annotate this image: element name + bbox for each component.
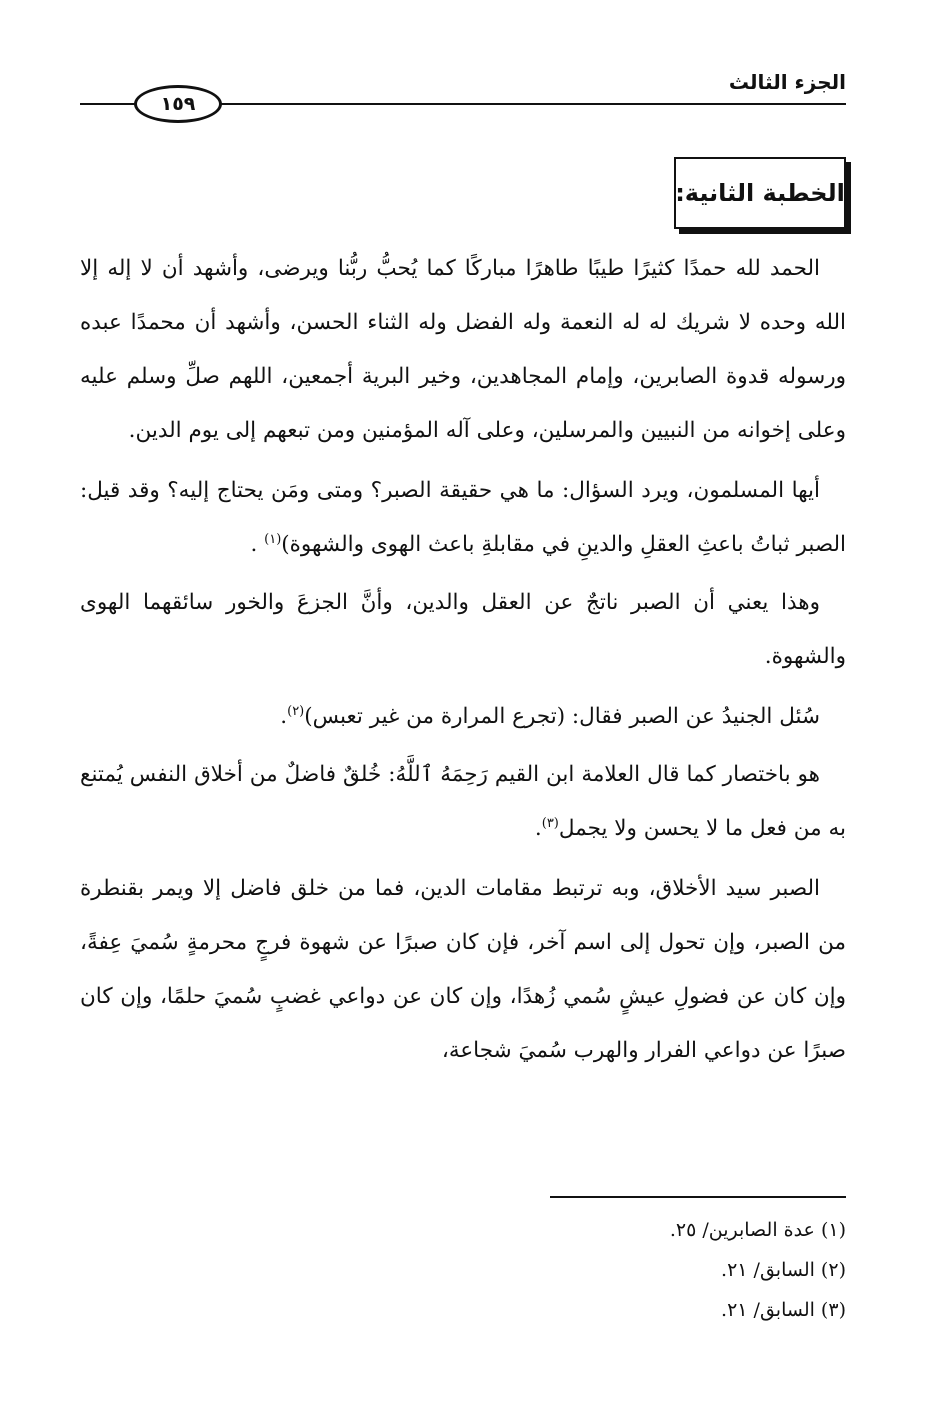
paragraph-ibn-qayyim-definition bbox=[80, 748, 846, 856]
paragraph-text-end: . bbox=[280, 704, 288, 729]
footnote-separator bbox=[550, 1196, 846, 1198]
page-number: ١٥٩ bbox=[134, 85, 222, 123]
footnote-item: (٢) السابق/ ٢١. bbox=[721, 1259, 846, 1281]
paragraph-opening-praise: الحمد لله حمدًا كثيرًا طيبًا طاهرًا مباركًا كما يُحبُّ ربُّنا ويرضى، وأشهد أن لا إله إلا الله وحده لا شريك له له النعمة وله الفضل وله الثناء الحسن، وأشهد أن محمدًا عبده ورسوله قدوة الصابرين، وإمام المجاهدين، وخير البرية أجمعين، اللهم صلِّ وسلم عليه وعلى إخوانه من النبيين والمرسلين، وعلى آله المؤمنين ومن تبعهم إلى يوم الدين. bbox=[80, 256, 846, 443]
paragraph-text: سُئل الجنيدُ عن الصبر فقال: (تجرع المرارة من غير تعبس) bbox=[304, 704, 820, 729]
paragraph-text: هو باختصار كما قال العلامة ابن القيم رَحِمَهُ ٱللَّهُ: خُلقٌ فاضلٌ من أخلاق النفس يُمتنع به من فعل ما لا يحسن ولا يجمل bbox=[80, 762, 846, 841]
footnotes bbox=[670, 1210, 846, 1330]
running-title: الجزء الثالث bbox=[728, 70, 846, 94]
paragraph-junayd-quote bbox=[80, 690, 846, 744]
paragraph-patience-virtues: الصبر سيد الأخلاق، وبه ترتبط مقامات الدين، فما من خلق فاضل إلا ويمر بقنطرة من الصبر، وإن تحول إلى اسم آخر، فإن كان صبرًا عن شهوة فرجٍ محرمةٍ سُميَ عِفةً، وإن كان عن فضولِ عيشٍ سُمي زُهدًا، وإن كان عن دواعي غضبٍ سُميَ حلمًا، وإن كان صبرًا عن دواعي الفرار والهرب سُميَ شجاعة، bbox=[80, 876, 846, 1063]
paragraph-text-end: . bbox=[534, 816, 542, 841]
footnote-item: (٣) السابق/ ٢١. bbox=[721, 1299, 846, 1321]
footnote-item: (١) عدة الصابرين/ ٢٥. bbox=[669, 1219, 846, 1241]
paragraph-text: أيها المسلمون، ويرد السؤال: ما هي حقيقة الصبر؟ ومتى ومَن يحتاج إليه؟ وقد قيل: الصبر ثباتُ باعثِ العقلِ والدينِ في مقابلةِ باعث الهوى والشهوة) bbox=[80, 478, 846, 557]
footnote-reference: (٣) bbox=[541, 815, 559, 831]
paragraph-text-end: . bbox=[250, 532, 265, 557]
body-text bbox=[80, 242, 846, 1084]
paragraph-meaning: وهذا يعني أن الصبر ناتجٌ عن العقل والدين، وأنَّ الجزعَ والخور سائقهما الهوى والشهوة. bbox=[80, 590, 846, 669]
footnote-reference: (٢) bbox=[287, 703, 305, 719]
paragraph-question-patience bbox=[80, 464, 846, 572]
footnote-reference: (١) bbox=[264, 531, 282, 547]
section-heading-box bbox=[674, 157, 846, 229]
section-title: الخطبة الثانية: bbox=[675, 179, 845, 207]
